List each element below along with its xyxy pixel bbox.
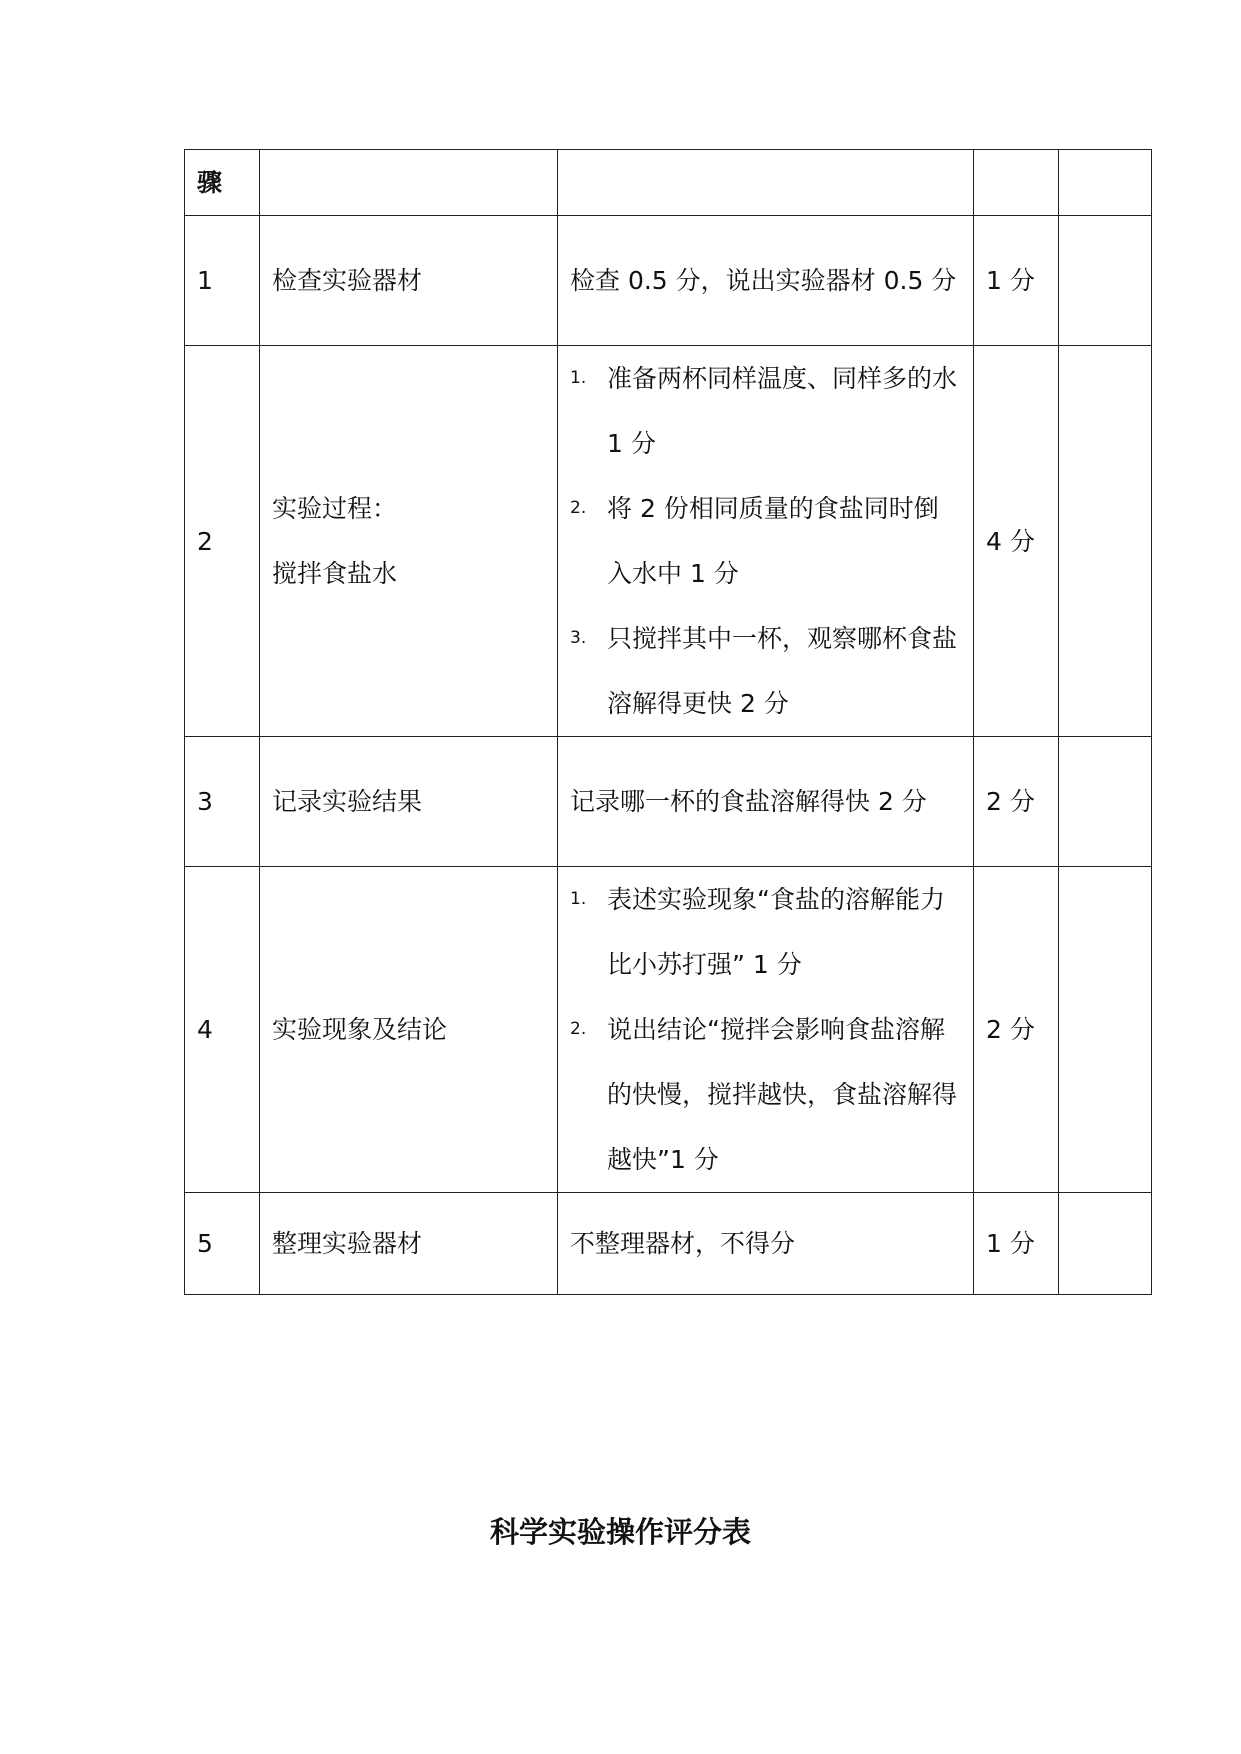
score-blank: [1059, 867, 1152, 1193]
score-value: 2 分: [974, 867, 1059, 1193]
step-name-line: 搅拌食盐水: [272, 559, 398, 588]
list-number: 1.: [570, 889, 587, 909]
list-number: 2.: [570, 1019, 587, 1039]
score-value: 4 分: [974, 346, 1059, 737]
header-cell-empty: [260, 150, 558, 216]
step-name: 检查实验器材: [260, 216, 558, 346]
list-text: 准备两杯同样温度、同样多的水 1 分: [607, 364, 958, 458]
row-number: 5: [185, 1193, 260, 1295]
list-text: 将 2 份相同质量的食盐同时倒入水中 1 分: [607, 494, 939, 588]
list-item: [570, 867, 961, 997]
list-text: 表述实验现象“食盐的溶解能力比小苏打强” 1 分: [607, 885, 945, 979]
header-cell-step: 骤: [185, 150, 260, 216]
scoring-criteria: 检查 0.5 分，说出实验器材 0.5 分: [558, 216, 974, 346]
criteria-list: [570, 346, 961, 736]
table-header-row: [185, 150, 1152, 216]
scoring-criteria: 不整理器材，不得分: [558, 1193, 974, 1295]
list-text: 只搅拌其中一杯，观察哪杯食盐溶解得更快 2 分: [607, 624, 958, 718]
score-blank: [1059, 737, 1152, 867]
score-value: 2 分: [974, 737, 1059, 867]
score-value: 1 分: [974, 1193, 1059, 1295]
page-title: 科学实验操作评分表: [489, 1515, 751, 1549]
row-number: 3: [185, 737, 260, 867]
table-row: [185, 1193, 1152, 1295]
list-number: 1.: [570, 368, 587, 388]
step-name-line: 实验过程：: [272, 494, 398, 523]
list-item: [570, 606, 961, 736]
step-name: [260, 346, 558, 737]
list-item: [570, 476, 961, 606]
list-item: [570, 346, 961, 476]
scoring-criteria: 记录哪一杯的食盐溶解得快 2 分: [558, 737, 974, 867]
scoring-criteria: [558, 346, 974, 737]
score-blank: [1059, 346, 1152, 737]
table-row: [185, 346, 1152, 737]
scoring-criteria: [558, 867, 974, 1193]
score-blank: [1059, 216, 1152, 346]
header-cell-empty: [1059, 150, 1152, 216]
scoring-table: [184, 149, 1152, 1295]
list-number: 3.: [570, 628, 587, 648]
row-number: 1: [185, 216, 260, 346]
row-number: 4: [185, 867, 260, 1193]
list-text: 说出结论“搅拌会影响食盐溶解的快慢，搅拌越快，食盐溶解得越快”1 分: [607, 1015, 958, 1174]
list-number: 2.: [570, 498, 587, 518]
table-row: [185, 867, 1152, 1193]
score-blank: [1059, 1193, 1152, 1295]
table-row: [185, 216, 1152, 346]
header-cell-empty: [974, 150, 1059, 216]
criteria-list: [570, 867, 961, 1192]
header-cell-empty: [558, 150, 974, 216]
step-name: 整理实验器材: [260, 1193, 558, 1295]
row-number: 2: [185, 346, 260, 737]
step-name: 记录实验结果: [260, 737, 558, 867]
table-row: [185, 737, 1152, 867]
step-name: 实验现象及结论: [260, 867, 558, 1193]
score-value: 1 分: [974, 216, 1059, 346]
list-item: [570, 997, 961, 1192]
